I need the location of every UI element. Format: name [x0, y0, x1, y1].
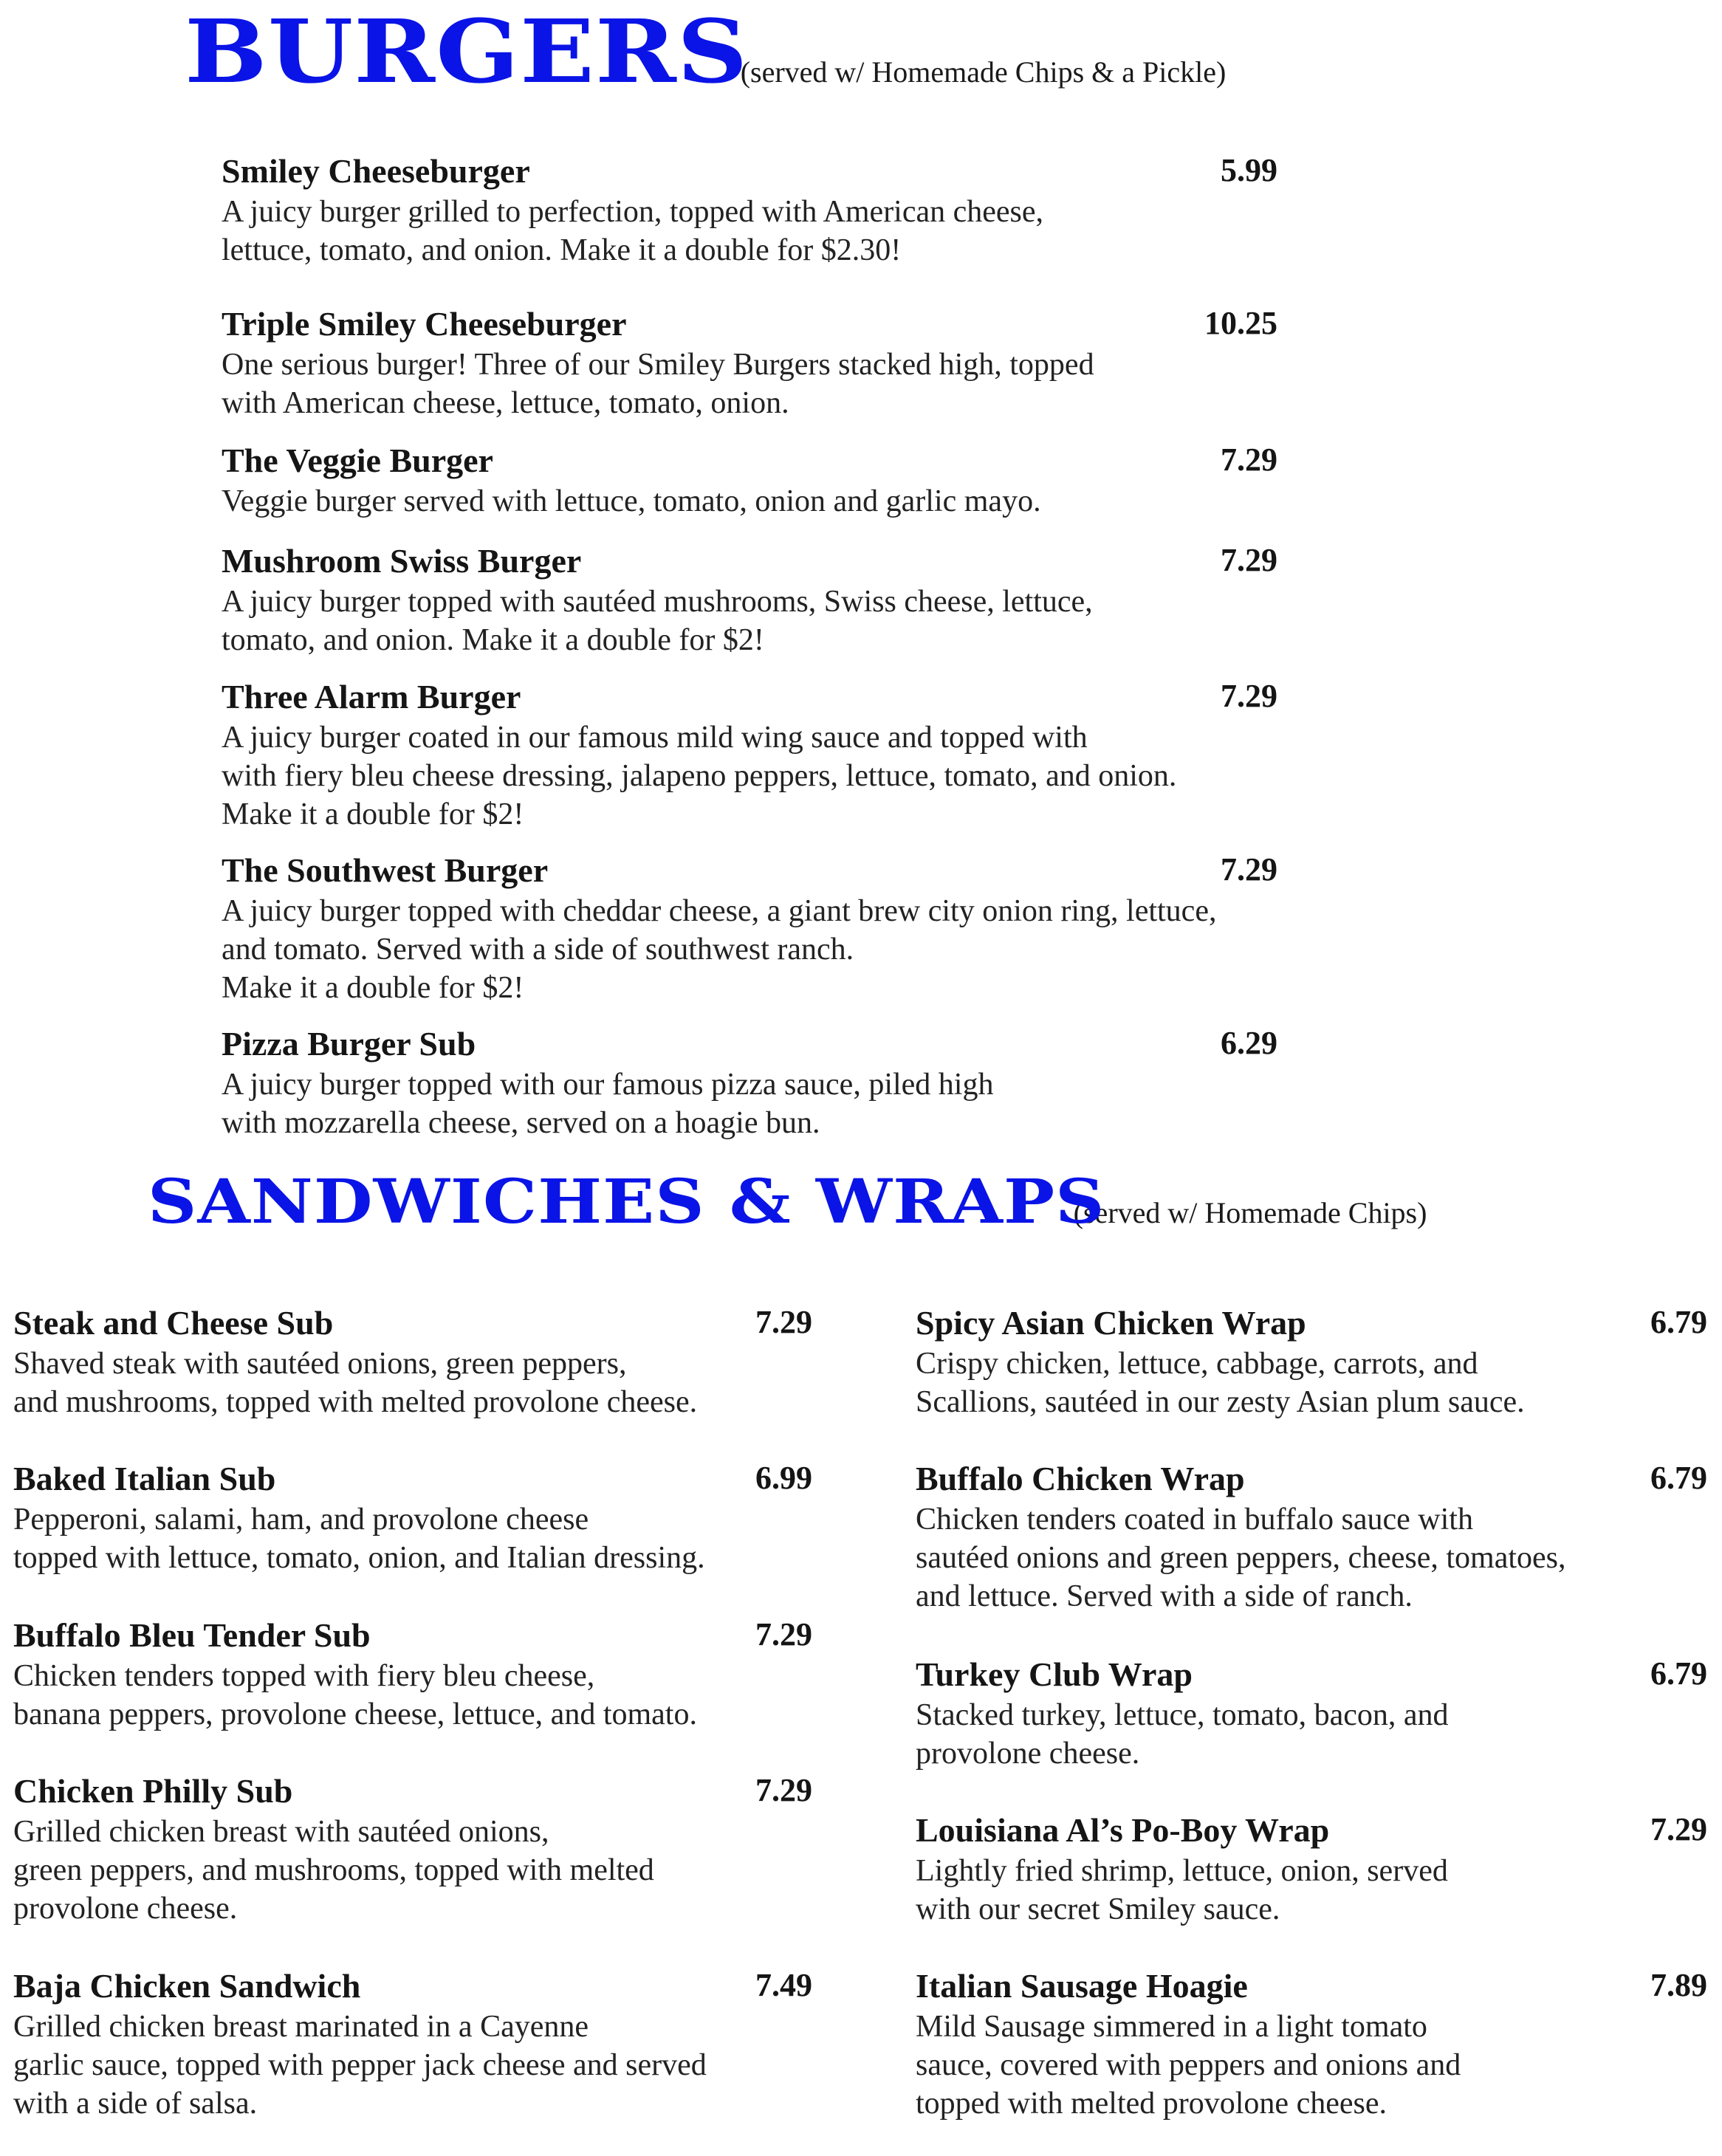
item-name: The Veggie Burger	[222, 442, 493, 479]
item-name: Smiley Cheeseburger	[222, 152, 530, 190]
item-price: 7.29	[1221, 542, 1277, 578]
item-name: Pizza Burger Sub	[222, 1025, 476, 1062]
menu-item	[916, 1966, 1707, 2123]
item-description: Stacked turkey, lettuce, tomato, bacon, and provolone cheese.	[916, 1698, 1449, 1771]
item-description: A juicy burger topped with sautéed mushrooms, Swiss cheese, lettuce, tomato, and onion. Make it a double for $2!	[222, 585, 1093, 657]
item-price: 6.79	[1650, 1655, 1707, 1692]
item-description: Shaved steak with sautéed onions, green peppers, and mushrooms, topped with melted provolone cheese.	[13, 1347, 698, 1419]
menu-item	[13, 1616, 812, 1734]
menu-item	[222, 151, 1277, 270]
item-price: 7.29	[1221, 851, 1277, 888]
item-description: Grilled chicken breast marinated in a Cayenne garlic sauce, topped with pepper jack cheese and served with a side of salsa.	[13, 2010, 707, 2121]
item-price: 7.29	[1221, 678, 1277, 714]
item-price: 7.49	[755, 1967, 812, 2003]
item-description: Chicken tenders topped with fiery bleu cheese, banana peppers, provolone cheese, lettuce, and tomato.	[13, 1659, 697, 1731]
menu-item	[916, 1655, 1707, 1773]
menu-item	[222, 441, 1277, 521]
menu-item	[916, 1810, 1707, 1929]
burgers-title: BURGERS	[185, 0, 749, 103]
item-name: Buffalo Bleu Tender Sub	[13, 1616, 371, 1654]
item-price: 7.29	[755, 1304, 812, 1340]
item-price: 7.29	[755, 1616, 812, 1652]
item-price: 6.79	[1650, 1304, 1707, 1340]
item-name: Chicken Philly Sub	[13, 1772, 293, 1810]
item-description: A juicy burger topped with cheddar cheese, a giant brew city onion ring, lettuce, and tomato. Served with a side of southwest ranch. Make it a double for $2!	[222, 894, 1217, 1005]
item-price: 7.29	[755, 1772, 812, 1808]
item-description: Grilled chicken breast with sautéed onions, green peppers, and mushrooms, topped with melted provolone cheese.	[13, 1815, 654, 1926]
item-price: 6.29	[1221, 1025, 1277, 1061]
item-description: Lightly fried shrimp, lettuce, onion, served with our secret Smiley sauce.	[916, 1854, 1448, 1926]
item-name: Triple Smiley Cheeseburger	[222, 305, 627, 343]
item-name: Turkey Club Wrap	[916, 1655, 1193, 1693]
burgers-note: (served w/ Homemade Chips & a Pickle)	[740, 55, 1227, 89]
item-description: Pepperoni, salami, ham, and provolone cheese topped with lettuce, tomato, onion, and Italian dressing.	[13, 1503, 705, 1575]
menu-item	[222, 851, 1277, 1007]
item-name: Buffalo Chicken Wrap	[916, 1460, 1245, 1497]
item-description: Mild Sausage simmered in a light tomato sauce, covered with peppers and onions and topped with melted provolone cheese.	[916, 2010, 1461, 2121]
item-description: A juicy burger coated in our famous mild wing sauce and topped with with fiery bleu cheese dressing, jalapeno peppers, lettuce, tomato, and onion. Make it a double for $2!	[222, 721, 1177, 831]
menu-item	[916, 1459, 1707, 1616]
menu-item	[916, 1303, 1707, 1421]
item-name: Italian Sausage Hoagie	[916, 1967, 1248, 2005]
sandwiches-note: (served w/ Homemade Chips)	[1073, 1196, 1427, 1229]
item-price: 7.89	[1650, 1967, 1707, 2003]
item-description: Chicken tenders coated in buffalo sauce with sautéed onions and green peppers, cheese, tomatoes, and lettuce. Served with a side of ranch.	[916, 1503, 1566, 1613]
item-description: A juicy burger grilled to perfection, topped with American cheese, lettuce, tomato, and onion. Make it a double for $2.30!	[222, 195, 1044, 267]
item-description: Crispy chicken, lettuce, cabbage, carrots, and Scallions, sautéed in our zesty Asian plum sauce.	[916, 1347, 1525, 1419]
menu-item	[13, 1459, 812, 1577]
item-name: Baja Chicken Sandwich	[13, 1967, 361, 2005]
item-name: Mushroom Swiss Burger	[222, 542, 582, 580]
menu-item	[13, 1303, 812, 1421]
item-price: 7.29	[1650, 1811, 1707, 1847]
item-name: Steak and Cheese Sub	[13, 1304, 334, 1342]
item-price: 7.29	[1221, 442, 1277, 478]
menu-item	[222, 541, 1277, 659]
item-description: A juicy burger topped with our famous pizza sauce, piled high with mozzarella cheese, served on a hoagie bun.	[222, 1068, 994, 1140]
menu-item	[222, 304, 1277, 422]
item-price: 6.79	[1650, 1460, 1707, 1496]
menu-item	[222, 1024, 1277, 1142]
menu-item	[222, 677, 1277, 834]
item-name: Louisiana Al’s Po-Boy Wrap	[916, 1811, 1330, 1849]
menu-item	[13, 1771, 812, 1928]
item-price: 5.99	[1221, 152, 1277, 188]
item-name: Spicy Asian Chicken Wrap	[916, 1304, 1306, 1342]
menu-item	[13, 1966, 812, 2123]
item-name: Three Alarm Burger	[222, 678, 521, 715]
sandwiches-title: SANDWICHES & WRAPS	[148, 1167, 1105, 1237]
item-name: Baked Italian Sub	[13, 1460, 276, 1497]
item-description: One serious burger! Three of our Smiley Burgers stacked high, topped with American cheese, lettuce, tomato, onion.	[222, 348, 1094, 420]
item-price: 6.99	[755, 1460, 812, 1496]
item-name: The Southwest Burger	[222, 851, 549, 889]
sandwiches-heading	[148, 1167, 1427, 1237]
item-description: Veggie burger served with lettuce, tomato, onion and garlic mayo.	[222, 484, 1041, 518]
burgers-heading	[185, 0, 1226, 103]
item-price: 10.25	[1204, 305, 1277, 341]
